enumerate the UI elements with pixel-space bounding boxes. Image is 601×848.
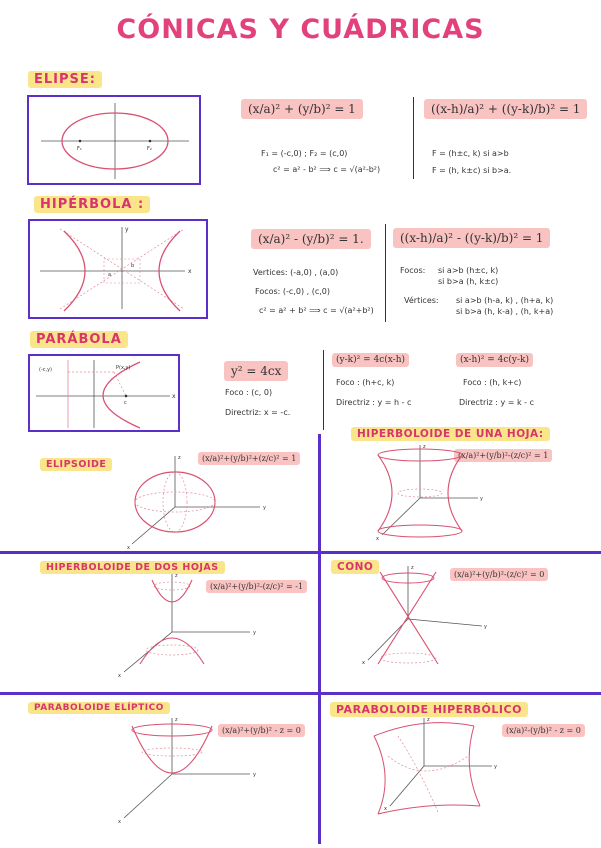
svg-text:z: z [178, 455, 181, 461]
parabola-directriz3: Directriz : y = k - c [459, 398, 534, 407]
paraboloide-eliptico-svg [110, 716, 260, 826]
hiperbola-focos2-a: si a>b (h±c, k) [438, 266, 499, 275]
elipse-label: ELIPSE: [28, 71, 102, 88]
paraboloide-hiperbolico-label: PARABOLOIDE HIPERBÓLICO [330, 702, 528, 717]
parabola-svg [30, 356, 178, 430]
elipse-f1-mark: F₁ [77, 146, 82, 152]
paraboloide-eliptico-label: PARABOLOIDE ELÍPTICO [28, 702, 170, 714]
hiperbola-y-axis-label: y [125, 226, 129, 233]
hiperbola-vert2-b: si b>a (h, k-a) , (h, k+a) [456, 307, 554, 316]
hiperbola-focos2-b: si b>a (h, k±c) [438, 277, 499, 286]
elipse-graph [27, 95, 201, 185]
elipse-foci-a: F = (h±c, k) si a>b [432, 149, 509, 158]
hiperbola-x-axis-label: x [188, 268, 192, 275]
hiperbola-focos: Focos: (-c,0) , (c,0) [255, 287, 330, 296]
paraboloide-eliptico-eq: (x/a)²+(y/b)² - z = 0 [218, 724, 305, 737]
hiperboloide-dos-hojas-label: HIPERBOLOIDE DE DOS HOJAS [40, 561, 225, 574]
parabola-label: PARÁBOLA [30, 331, 128, 348]
svg-text:x: x [118, 819, 121, 825]
parabola-directriz1: Directriz: x = -c. [225, 408, 291, 417]
elipse-eq2: ((x-h)/a)² + ((y-k)/b)² = 1 [424, 99, 587, 119]
elipsoide-label: ELIPSOIDE [40, 458, 112, 471]
parabola-point-directriz: (-c,y) [39, 367, 53, 373]
parabola-eq2: (y-k)² = 4c(x-h) [332, 353, 409, 367]
svg-text:z: z [175, 717, 178, 723]
svg-text:x: x [384, 806, 387, 812]
hiperboloide-una-hoja-label: HIPERBOLOIDE DE UNA HOJA: [351, 427, 550, 441]
page-title: CÓNICAS Y CUÁDRICAS [116, 14, 485, 45]
svg-text:y: y [494, 764, 497, 770]
hiperbola-eq2: ((x-h)/a)² - ((y-k)/b)² = 1 [393, 228, 550, 248]
svg-text:x: x [362, 660, 365, 666]
elipse-eq1: (x/a)² + (y/b)² = 1 [241, 99, 363, 119]
parabola-foco3: Foco : (h, k+c) [463, 378, 522, 387]
grid-divider-1 [0, 551, 601, 554]
parabola-foco1: Foco : (c, 0) [225, 388, 273, 397]
parabola-c-mark: c [124, 400, 127, 406]
hiperboloide-una-hoja-svg [360, 443, 483, 548]
elipse-divider [413, 97, 414, 179]
parabola-eq3: (x-h)² = 4c(y-k) [456, 353, 533, 367]
hiperbola-b-mark: b [131, 263, 135, 269]
svg-text:y: y [480, 496, 483, 502]
svg-text:y: y [253, 772, 256, 778]
hiperbola-c-relation: c² = a² + b² ⟹ c = √(a²+b²) [259, 306, 374, 315]
elipse-f2-mark: F₂ [147, 146, 152, 152]
parabola-graph [28, 354, 180, 432]
parabola-x-axis-label: x [172, 393, 176, 400]
hiperbola-focos2-label: Focos: [400, 266, 426, 275]
cono-eq: (x/a)²+(y/b)²-(z/c)² = 0 [450, 568, 548, 581]
svg-text:x: x [127, 545, 130, 551]
elipse-foci-b: F = (h, k±c) si b>a. [432, 166, 512, 175]
hiperbola-divider [385, 224, 386, 322]
elipsoide-svg [120, 452, 270, 552]
elipsoide-eq: (x/a)²+(y/b)²+(z/c)² = 1 [198, 452, 300, 465]
hiperboloide-dos-hojas-svg [110, 572, 260, 680]
svg-text:z: z [175, 573, 178, 579]
cono-label: CONO [331, 560, 379, 574]
hiperboloide-una-hoja-eq: (x/a)²+(y/b)²-(z/c)² = 1 [454, 449, 552, 462]
svg-text:y: y [263, 505, 266, 511]
elipse-foci: F₁ = (-c,0) ; F₂ = (c,0) [261, 149, 348, 158]
parabola-directriz2: Directriz : y = h - c [336, 398, 412, 407]
svg-text:x: x [118, 673, 121, 679]
paraboloide-hiperbolico-eq: (x/a)²-(y/b)² - z = 0 [502, 724, 585, 737]
parabola-foco2: Foco : (h+c, k) [336, 378, 395, 387]
grid-divider-2 [0, 692, 601, 695]
svg-text:z: z [427, 717, 430, 723]
svg-text:z: z [411, 565, 414, 571]
hiperbola-eq1: (x/a)² - (y/b)² = 1. [251, 229, 371, 249]
elipse-c-relation: c² = a² - b² ⟹ c = √(a²-b²) [273, 165, 381, 174]
parabola-eq1: y² = 4cx [224, 361, 288, 381]
svg-text:y: y [484, 624, 487, 630]
hiperbola-vert2-a: si a>b (h-a, k) , (h+a, k) [456, 296, 554, 305]
grid-vertical-divider [318, 434, 321, 844]
parabola-divider [323, 350, 324, 430]
svg-text:z: z [423, 444, 426, 450]
paraboloide-hiperbolico-svg [368, 716, 498, 832]
svg-text:x: x [376, 536, 379, 542]
elipse-svg [29, 97, 199, 183]
cono-svg [348, 564, 488, 672]
hiperbola-svg [30, 221, 206, 317]
hiperboloide-dos-hojas-eq: (x/a)²+(y/b)²-(z/c)² = -1 [206, 580, 307, 593]
parabola-point-p: P(x,y) [116, 365, 131, 371]
hiperbola-a-mark: a [108, 272, 112, 278]
hiperbola-label: HIPÉRBOLA : [34, 196, 150, 213]
hiperbola-vertices: Vertices: (-a,0) , (a,0) [253, 268, 339, 277]
svg-text:y: y [253, 630, 256, 636]
hiperbola-vert2-label: Vértices: [404, 296, 439, 305]
hiperbola-graph [28, 219, 208, 319]
